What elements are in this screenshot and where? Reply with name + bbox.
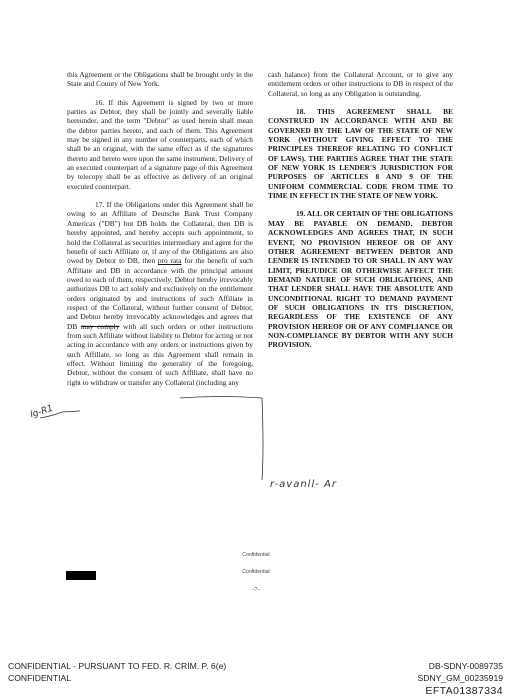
pro-rata-term: pro rata <box>157 256 182 266</box>
handwritten-initials-left: lg-R1 <box>29 403 55 421</box>
page-number: -7- <box>252 586 260 593</box>
paragraph-17-part-a: 17. If the Obligations under this Agreement shall be owing to an Affiliate of Deutsche Bank Trust Company Americas ("DB") but DB holds the Collateral, then DB is hereby appointed, and hereby accepts such appointment, to hold the Collateral as securities intermediary and agent for the benefit of such Affiliate or, if any of the Obligations are also owed by Debtor to DB, then <box>67 200 253 266</box>
paragraph-continuation-right: cash balance) from the Collateral Account, or to give any entitlement orders or other instructions to DB in respect of the Collateral, so long as any Obligation is outstanding. <box>268 70 453 98</box>
bottom-left-legend-line-1: CONFIDENTIAL - PURSUANT TO FED. R. CRIM. P. 6(e) <box>8 661 227 671</box>
bottom-left-legend-line-2: CONFIDENTIAL <box>8 673 72 683</box>
margin-bracket-line <box>262 398 263 480</box>
bates-number-efta: EFTA01387334 <box>425 685 503 697</box>
paragraph-16: 16. If this Agreement is signed by two or more parties as Debtor, they shall be jointly and severally liable hereunder, and the term "Debtor" as used herein shall mean the debtor parties hereto, and each of them. This Agreement may be signed in any number of counterparts, each of which shall be an original, with the same effect as if the signatures thereto and hereto were upon the same instrument. Delivery of an executed counterpart of a signature page of this Agreement by telecopy shall be as effective as delivery of an original executed counterpart. <box>67 97 253 191</box>
paragraph-17-part-b: for the benefit of such Affiliate and DB in accordance with the principal amount owed to each of them, respectively. Debtor hereby irrevocably authorizes DB to act solely and exclusively on the entitlement orders originated by and instructions of such Affiliate in respect of the Collateral, without further consent of Debtor, and Debtor hereby irrevocably acknowledges and agrees that DB <box>67 256 254 331</box>
paragraph-18: 18. THIS AGREEMENT SHALL BE CONSTRUED IN ACCORDANCE WITH AND BE GOVERNED BY THE LAW OF THE STATE OF NEW YORK (WITHOUT GIVING EFFECT TO THE PRINCIPLES THEREOF RELATING TO CONFLICT OF LAWS). THE PARTIES AGREE THAT THE STATE OF NEW YORK IS LENDER'S JURISDICTION FOR PURPOSES OF ARTICLES 8 AND 9 OF THE UNIFORM COMMERCIAL CODE FROM TIME TO TIME IN EFFECT IN THE STATE OF NEW YORK. <box>268 107 453 201</box>
paragraph-continuation: this Agreement or the Obligations shall be brought only in the State and County of New York. <box>67 70 253 89</box>
paragraph-17-part-c: with all such orders or other instructions from such Affiliate without liability to Debtor for acting or not acting in accordance with any orders or instructions given by such Affiliate, so long as this Agreement shall remain in effect. Without limiting the generality of the foregoing, Debtor, without the consent of such Affiliate, shall have no right to withdraw or transfer any Collateral (including any <box>67 321 253 387</box>
paragraph-19: 19. ALL OR CERTAIN OF THE OBLIGATIONS MAY BE PAYABLE ON DEMAND. DEBTOR ACKNOWLEDGES AND AGREES THAT, IN SUCH EVENT, NO PROVISION HEREOF OR OF ANY OTHER AGREEMENT BETWEEN DEBTOR AND LENDER IS INTENDED TO OR SHALL IN ANY WAY LIMIT, PREJUDICE OR OTHERWISE AFFECT THE DEMAND NATURE OF SUCH OBLIGATIONS, AND THAT LENDER SHALL HAVE THE ABSOLUTE AND UNCONDITIONAL RIGHT TO DEMAND PAYMENT OF SUCH OBLIGATIONS IN ITS DISCRETION, REGARDLESS OF THE EXISTENCE OF ANY PROVISION HEREOF OR OF ANY COMPLIANCE OR NON-COMPLIANCE BY DEBTOR WITH ANY SUCH PROVISION. <box>268 209 453 350</box>
handwritten-initials-right: r-avanll- Ar <box>270 479 337 490</box>
confidential-stamp-1: Confidential <box>242 552 270 558</box>
bates-number-db: DB-SDNY-0089735 <box>428 661 503 671</box>
bates-number-sdny: SDNY_GM_00235919 <box>417 673 503 683</box>
insert-underline <box>180 397 262 399</box>
struck-text: may comply <box>80 321 120 331</box>
confidential-stamp-2: Confidential <box>242 569 270 575</box>
